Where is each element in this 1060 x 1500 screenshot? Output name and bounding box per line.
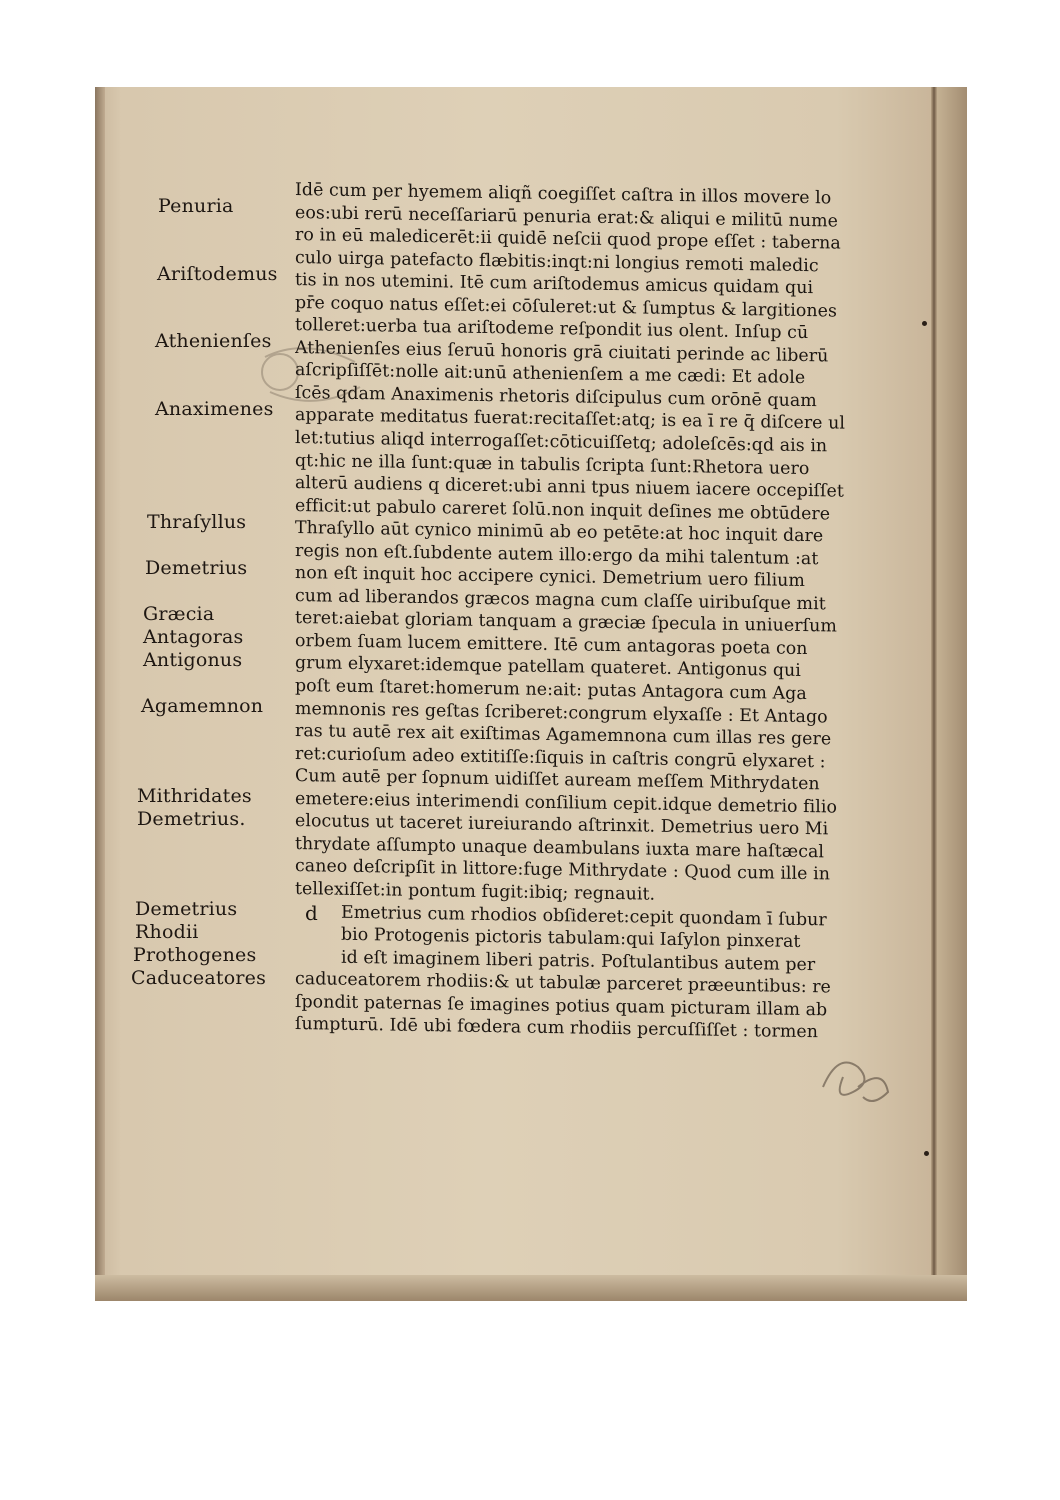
ink-spot <box>924 1151 929 1156</box>
text-line: cum ad liberandos græcos magna cum claſſe uiribuſque mit <box>295 585 826 615</box>
text-line: caduceatorem rhodiis:& ut tabulæ parceret præeuntibus: re <box>295 969 831 998</box>
text-line: poſt eum ſtaret:homerum ne:ait: putas Antagora cum Aga <box>295 676 807 705</box>
text-line: elocutus ut taceret iureiurando aſtrinxit. Demetrius uero Mi <box>295 811 829 840</box>
text-line: regis non eſt.ſubdente autem illo:ergo da mihi talentum :at <box>295 540 819 569</box>
margin-note: Antagoras <box>143 626 244 648</box>
text-line: pr̄e coquo natus eſſet:ei cōſuleret:ut & ſumptus & largitiones <box>295 292 837 322</box>
margin-note: Demetrius <box>145 557 248 579</box>
margin-note: Thraſyllus <box>147 511 247 533</box>
text-line: Athenienſes eius ſeruū honoris grā ciuitati perinde ac liberū <box>295 337 829 367</box>
text-line: eos:ubi rerū neceſſariarū penuria erat:& aliqui e militū nume <box>295 202 838 232</box>
text-line: Thraſyllo aūt cynico minimū ab eo petēte:at hoc inquit dare <box>295 518 824 547</box>
ink-spot <box>922 321 927 326</box>
text-line: ſcēs qdam Anaximenis rhetoris diſcipulus cum orōnē quam <box>295 382 817 412</box>
text-line: ras tu autē rex ait exiſtimas Agamemnona cum illas res gere <box>295 721 832 750</box>
right-page-edge <box>937 87 967 1301</box>
margin-note: Demetrius <box>135 898 238 920</box>
text-line: thrydate aſſumpto unaque deambulans iuxta mare haſtæcal <box>295 833 825 863</box>
text-line: ſpondit paternas ſe imagines potius quam picturam illam ab <box>295 991 828 1021</box>
main-text-block <box>295 179 887 1043</box>
text-line: Idē cum per hyemem aliqñ coegiſſet caſtra in illos movere lo <box>295 180 832 209</box>
text-line: grum elyxaret:idemque patellam quateret. Antigonus qui <box>295 653 801 682</box>
watermark-stamp <box>245 332 365 422</box>
text-line: caneo deſcripſit in littore:fuge Mithrydate : Quod cum ille in <box>295 856 830 885</box>
text-line: culo uirga patefacto flæbitis:inqt:ni longius remoti maledic <box>295 247 819 276</box>
initial-letter-guide: d <box>305 901 318 925</box>
bottom-page-edge <box>95 1275 967 1301</box>
text-line: memnonis res geſtas ſcriberet:congrum elyxaſſe : Et Antago <box>295 698 828 727</box>
binding-gutter <box>931 87 937 1301</box>
text-line: apparate meditatus fuerat:recitaſſet:atq; is ea ī re q̄ diſcere ul <box>295 405 845 435</box>
text-line: Cum autē per ſopnum uidiſſet auream meſſem Mithrydaten <box>295 766 820 795</box>
text-line: let:tutius aliqd interrogaſſet:cōticuiſſetq; adoleſcēs:qd ais in <box>295 428 828 457</box>
text-line: orbem ſuam lucem emittere. Itē cum antagoras poeta con <box>295 630 808 659</box>
margin-note: Penuria <box>158 195 234 217</box>
text-line: emetere:eius interimendi conſilium cepit.idque demetrio filio <box>295 788 837 818</box>
scanned-page <box>95 87 967 1301</box>
text-line: alterū audiens q diceret:ubi anni tpus niuem iacere occepiſſet <box>295 473 844 502</box>
text-line: ret:curioſum adeo extitiſſe:ſiquis in caſtris congrū elyxaret : <box>295 743 826 773</box>
margin-note: Ariſtodemus <box>157 263 278 285</box>
text-line: qt:hic ne illa ſunt:quæ in tabulis ſcripta ſunt:Rhetora uero <box>295 450 810 479</box>
margin-note: Antigonus <box>143 649 243 671</box>
margin-note: Prothogenes <box>133 944 257 966</box>
text-line: id eſt imaginem liberi patris. Poſtulantibus autem per <box>341 947 816 975</box>
left-page-edge <box>95 87 105 1301</box>
margin-note: Agamemnon <box>141 695 264 717</box>
text-line: ro in eū maledicerēt:ii quidē neſcii quod prope eſſet : taberna <box>295 225 841 254</box>
margin-note: Athenienſes <box>155 330 272 352</box>
margin-note: Demetrius. <box>137 808 246 830</box>
text-line: teret:aiebat gloriam tanquam a græciæ ſpecula in uniuerſum <box>295 608 837 637</box>
margin-note: Caduceatores <box>131 967 267 989</box>
text-line: non eſt inquit hoc accipere cynici. Demetrium uero filium <box>295 563 805 592</box>
text-line: aſcripſiſſēt:nolle ait:unū athenienſem a me cædi: Et adole <box>295 360 806 389</box>
text-line: tellexiſſet:in pontum fugit:ibiq; regnauit. <box>295 878 656 905</box>
text-line: ſumpturū. Idē ubi fœdera cum rhodiis percuſſiſſet : tormen <box>295 1014 819 1043</box>
margin-note: Rhodii <box>135 921 199 943</box>
margin-note: Græcia <box>143 603 215 625</box>
text-line: tis in nos utemini. Itē cum ariſtodemus amicus quidam qui <box>295 270 814 299</box>
text-line: tolleret:uerba tua ariſtodeme reſpondit ius olent. Inſup cū <box>295 315 809 344</box>
margin-note: Anaximenes <box>155 398 274 420</box>
text-line: Emetrius cum rhodios obſideret:cepit quondam ī ſubur <box>341 902 827 930</box>
text-line: efficit:ut pabulo careret ſolū.non inquit deſines me obtūdere <box>295 495 831 525</box>
library-stamp <box>813 1047 893 1107</box>
text-line: bio Protogenis pictoris tabulam:qui Iaſylon pinxerat <box>341 924 801 952</box>
margin-note: Mithridates <box>137 785 252 807</box>
